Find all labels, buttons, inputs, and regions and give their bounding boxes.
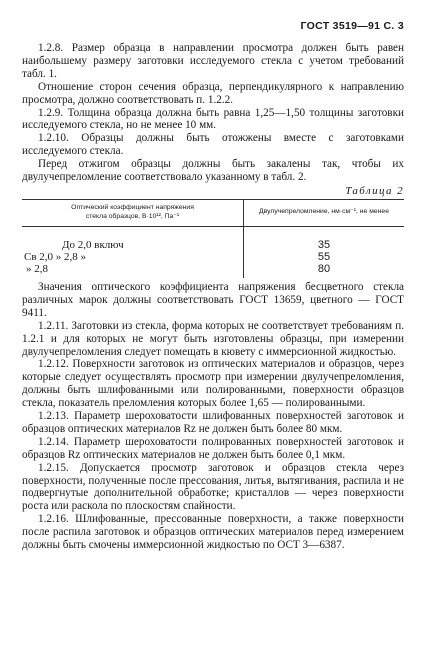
table-header-row	[22, 199, 404, 226]
paragraph-1-2-16: 1.2.16. Шлифованные, прессованные поверхности, а также поверхности после распила заготовок и образцов оптических материалов перед измерением должны быть смочены иммерсионной жидкостью по ОСТ 3—6387.	[22, 513, 404, 552]
row-condition: » 2,8	[26, 262, 48, 275]
table-row	[22, 251, 404, 263]
paragraph-1-2-8: 1.2.8. Размер образца в направлении просмотра должен быть равен наибольшему размеру заготовки исследуемого стекла с учетом требований табл. 1.	[22, 42, 404, 80]
col-header-birefringence: Двулучепреломление, нм·см⁻¹, не менее	[244, 199, 404, 226]
table-caption: Таблица 2	[345, 184, 404, 197]
row-condition: До 2,0 включ	[62, 238, 124, 251]
paragraph-1-2-14: 1.2.14. Параметр шероховатости полированных поверхностей заготовок и образцов Rz оптических материалов не должен быть более 0,1 мкм.	[22, 435, 404, 461]
paragraph-1-2-9: 1.2.9. Толщина образца должна быть равна 1,25—1,50 толщины заготовки исследуемого стекла, но не менее 10 мм.	[22, 106, 404, 132]
paragraph-aspect-ratio: Отношение сторон сечения образца, перпендикулярного к направлению просмотра, должно соответствовать п. 1.2.2.	[22, 80, 404, 106]
row-condition: Св 2,0 » 2,8 »	[24, 250, 87, 263]
table-2	[22, 199, 404, 278]
document-body	[22, 42, 404, 552]
paragraph-coefficient-values: Значения оптического коэффициента напряжения бесцветного стекла различных марок должны соответствовать ГОСТ 13659, цветного — ГОСТ 9411.	[22, 280, 404, 319]
row-value: 35	[317, 238, 331, 251]
paragraph-1-2-13: 1.2.13. Параметр шероховатости шлифованных поверхностей заготовок и образцов оптических материалов Rz не должен быть более 80 мкм.	[22, 410, 404, 435]
row-value: 55	[317, 250, 331, 263]
col-header-coefficient: Оптический коэффициент напряжения стекла образцов, В·10¹², Па⁻¹	[22, 199, 244, 226]
row-value: 80	[317, 262, 331, 275]
table-row	[22, 226, 404, 251]
paragraph-1-2-12: 1.2.12. Поверхности заготовок из оптических материалов и образцов, через которые следует осуществлять просмотр при измерении двулучепреломления, должны быть шлифованными или полированными, поверхности образцов стекла, показатель преломления которых более 1,65 — полированными.	[22, 358, 404, 410]
paragraph-hardening: Перед отжигом образцы должны быть закалены так, чтобы их двулучепреломление соответствовало указанному в табл. 2.	[22, 158, 404, 184]
paragraph-1-2-10: 1.2.10. Образцы должны быть отожжены вместе с заготовками исследуемого стекла.	[22, 132, 404, 158]
table-row	[22, 263, 404, 278]
paragraph-1-2-11: 1.2.11. Заготовки из стекла, форма которых не соответствует требованиям п. 1.2.1 и для которых не могут быть изготовлены образцы, при измерении двулучепреломления следует помещать в кювету с иммерсионной жидкостью.	[22, 319, 404, 358]
page-header: ГОСТ 3519—91 С. 3	[300, 20, 404, 32]
paragraph-1-2-15: 1.2.15. Допускается просмотр заготовок и образцов стекла через поверхности, полученные после прессования, литья, вытягивания, распила и не подвергнутые дополнительной обработке; кристаллов — через поверхности роста или раскола по плоскостям спайности.	[22, 461, 404, 513]
